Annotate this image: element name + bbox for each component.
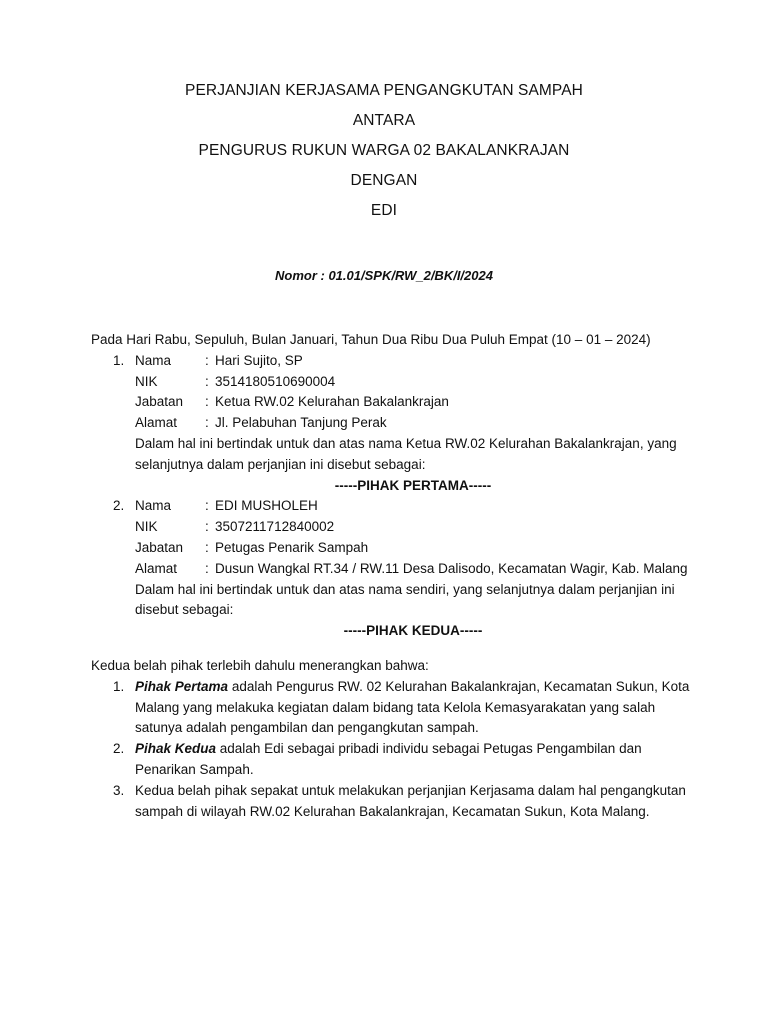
title-line: EDI (370, 202, 398, 219)
field-colon: : (205, 394, 209, 410)
field-label: Nama (135, 498, 172, 514)
field-row (135, 351, 691, 372)
list-number: 3. (113, 782, 125, 798)
field-label: Jabatan (135, 394, 184, 410)
clause-item (91, 677, 691, 739)
party-statement: Dalam hal ini bertindak untuk dan atas nama sendiri, yang selanjutnya dalam perjanjian ini disebut sebagai: (135, 581, 675, 618)
field-value: EDI MUSHOLEH (215, 498, 318, 514)
party-second (91, 496, 691, 642)
field-colon: : (205, 539, 209, 555)
field-label: NIK (135, 373, 158, 389)
field-label: Jabatan (135, 539, 184, 555)
document-number: Nomor : 01.01/SPK/RW_2/BK/I/2024 (275, 268, 493, 283)
field-label: Alamat (135, 415, 178, 431)
clause-item (91, 781, 691, 823)
clause-emphasis: Pihak Kedua (135, 741, 217, 757)
field-row (135, 392, 691, 413)
list-number: 2. (113, 498, 125, 514)
field-colon: : (205, 352, 209, 368)
field-value: Ketua RW.02 Kelurahan Bakalankrajan (215, 394, 449, 410)
field-label: Alamat (135, 560, 178, 576)
field-value: Hari Sujito, SP (215, 352, 303, 368)
field-colon: : (205, 560, 209, 576)
clause-list (91, 677, 691, 823)
party-designation: -----PIHAK KEDUA----- (343, 623, 483, 639)
field-row (135, 372, 691, 393)
clause-text: Kedua belah pihak sepakat untuk melakukan perjanjian Kerjasama dalam hal pengangkutan sampah di wilayah RW.02 Kelurahan Bakalankrajan, Kecamatan Sukun, Kota Malang. (135, 782, 686, 819)
party-statement: Dalam hal ini bertindak untuk dan atas nama Ketua RW.02 Kelurahan Bakalankrajan, yang selanjutnya dalam perjanjian ini disebut sebagai: (135, 435, 677, 472)
clause-item (91, 739, 691, 781)
document-title (0, 76, 768, 226)
title-line: DENGAN (350, 172, 418, 189)
field-label: NIK (135, 519, 158, 535)
field-colon: : (205, 373, 209, 389)
field-value: Dusun Wangkal RT.34 / RW.11 Desa Dalisodo, Kecamatan Wagir, Kab. Malang (215, 560, 688, 576)
title-line: PERJANJIAN KERJASAMA PENGANGKUTAN SAMPAH (185, 82, 583, 99)
field-row (135, 517, 691, 538)
list-number: 2. (113, 741, 125, 757)
field-row (135, 559, 691, 580)
clause-text: adalah Pengurus RW. 02 Kelurahan Bakalankrajan, Kecamatan Sukun, Kota Malang yang melakuka kegiatan dalam bidang tata Kelola Kemasyarakatan yang salah satunya adalah pengambilan dan pengangkutan sampah. (135, 678, 690, 736)
field-row (135, 538, 691, 559)
field-label: Nama (135, 352, 172, 368)
clauses-intro: Kedua belah pihak terlebih dahulu menerangkan bahwa: (91, 657, 429, 673)
document-body (91, 330, 691, 822)
intro-paragraph: Pada Hari Rabu, Sepuluh, Bulan Januari, Tahun Dua Ribu Dua Puluh Empat (10 – 01 – 2024) (91, 332, 651, 347)
party-designation: -----PIHAK PERTAMA----- (334, 477, 492, 493)
field-colon: : (205, 519, 209, 535)
title-line: PENGURUS RUKUN WARGA 02 BAKALANKRAJAN (198, 142, 570, 159)
clause-text: adalah Edi sebagai pribadi individu sebagai Petugas Pengambilan dan Penarikan Sampah. (135, 741, 642, 777)
field-value: 3514180510690004 (215, 373, 336, 389)
list-number: 1. (113, 678, 125, 694)
field-value: Petugas Penarik Sampah (215, 539, 369, 555)
list-number: 1. (113, 352, 125, 368)
field-value: 3507211712840002 (215, 519, 335, 535)
field-row (135, 413, 691, 434)
party-first (91, 351, 691, 497)
field-colon: : (205, 415, 209, 431)
spacer (91, 642, 691, 656)
clause-emphasis: Pihak Pertama (135, 678, 229, 694)
field-value: Jl. Pelabuhan Tanjung Perak (215, 415, 387, 431)
field-colon: : (205, 498, 209, 514)
field-row (135, 496, 691, 517)
title-line: ANTARA (352, 112, 416, 129)
